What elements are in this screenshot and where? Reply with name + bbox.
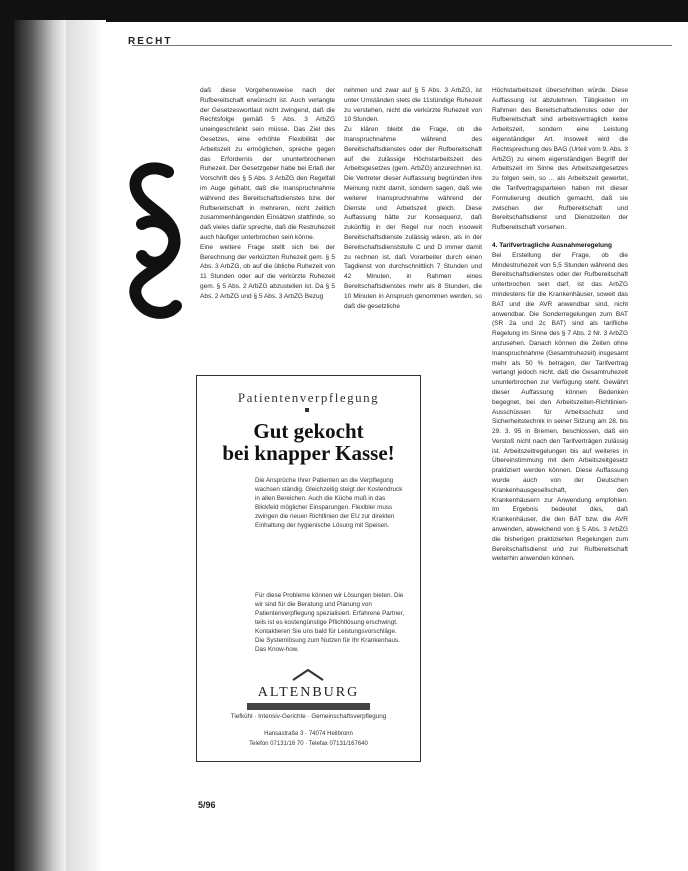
brand-phone: Telefon 07131/16 70 · Telefax 07131/167640 [249,741,368,747]
section-label: RECHT [128,36,173,47]
scan-border-left [0,0,14,871]
text-column-1 [200,86,335,302]
header-rule [132,45,672,46]
brand-logo-icon [289,668,327,682]
paragraph-symbol-icon [120,160,190,320]
advertisement-box [196,375,421,762]
ad-body-paragraph: Die Ansprüche Ihrer Patienten an die Verpflegung wachsen ständig. Gleichzeitig steigt der Kostendruck in allen Bereichen. Auch die Küche muß in das Blickfeld möglicher Einsparungen. Flexibler muss zwingen die neuen Richtlinien der EU zur direkten Einhaltung der hygienische Lösung mit Speisen. [255,477,403,529]
text-column-2 [344,86,482,311]
scan-border-top [0,0,688,22]
ad-kicker: Patientenverpflegung [237,390,380,405]
paragraph: daß diese Vorgehensweise nach der Rufbereitschaft erwünscht ist. Auch verlangte der Gesetzeswortlaut nicht zwingend, daß die Rechtsfolge gemäß 5 Abs. 3 ArbZG uneingeschränkt sein müsse. Das Ziel des Gesetzes, eine erhöhte Flexibilität der Arbeitszeit zu ermöglichen, spreche gegen das Erfordernis der ununterbrochenen Ruhezeit. Der Gesetzgeber habe bei Erlaß der Vorschrift des § 5 Abs. 3 ArbZG den Regelfall im Auge gehabt, daß die Inanspruchnahme während des Bereitschaftsdienstes bzw. der Rufbereitschaft in mehreren, nicht zeitlich zusammenhängenden Einsätzen stattfinde, so daß vieles dafür spreche, daß die Restruhezeit auch häufiger unterbrochen sein könne. [200,87,335,241]
paragraph: Zu klären bleibt die Frage, ob die Inanspruchnahme während des Bereitschaftsdienstes oder der Rufbereitschaft auf die zulässige Höchstarbeitszeit des Arbeitsgesetzes (gem. ArbZG) anzurechnen ist. Die Vertreter dieser Auffassung begründen ihre Meinung nicht damit, sondern sagen, daß wie weiterer Inanspruchnahme während der Dienste und Arbeitszeit gleich. Diese Auffassung hätte zur Konsequenz, daß zukünftig in der Regel nur noch insoweit Bereitschaftsdienste zulässig wären, als in der Bereitschaftsdienststufe C und D immer damit zu rechnen ist, daß Vorarbeiter durch einen Tagdienst von durchschnittlich 7 Stunden und 42 Minuten, in Rahmen eines Bereitschaftsdienstes mehr als 8 Stunden, die 10 Minuten in Anspruch genommen werden, so daß die gesetzliche [344,126,482,310]
paragraph: Eine weitere Frage stellt sich bei der Berechnung der verkürzten Ruhezeit gem. § 5 Abs. 3 ArbZG, ob auf die übliche Ruhezeit von 11 Stunden oder auf die verkürzte Ruhezeit gem. § 5 Abs. 2 ArbZG abzustellen ist. Da § 5 Abs. 2 ArbZG und § 5 Abs. 3 ArbZG Bezug [200,243,335,300]
paragraph: Bei Erstellung der Frage, ob die Mindestruhezeit von 5,5 Stunden während des Bereitschaftsdienstes oder der Rufbereitschaft unterbrochen sein darf, ist das ArbZG mindestens für die Krankenhäuser, soweit das BAT und die AVR anwendbar sind, nicht anwendbar. Die Sonderregelungen zum BAT (SR 2a und 2c BAT) sind als tarifliche Regelung im Sinne des § 7 Abs. 2 Nr. 3 ArbZG anzusehen. Danach können die Zeiten ohne Inanspruchnahme (Gesamtruhezeit) insgesamt mehr als 50 % betragen, der Tarifvertrag verlangt jedoch nicht, daß die Gesamtruhezeit ununterbrochen zur Verfügung steht. Gewährt dieser Auffassung können Bedenken begegnet, bei den Arbeitszeiten-Richtlinien-Ausschüssen für Arbeitsschutz und Sicherheitstechnik in seiner Sitzung am 28. bis 29. 3. 95 in Bremen, beschlossen, daß ein Verstoß nicht nach den Tarifverträgen zulässig ist. Arbeitszeitregelungen bis auf weiteres in Übereinstimmung mit dem Arbeitszeitgesetz praktiziert werden können. Diese Auffassung wurde auch von der Deutschen Krankenhausgesellschaft, den Krankenhäusern zur Anwendung empfohlen. Im Ergebnis bedeutet dies, daß Krankenhäuser, die den BAT bzw. die AVR anwenden, abweichend von § 5 Abs. 3 ArbZG die bisherigen praktizierten Regelungen zum Bereitschaftsdienst und zur Rufbereitschaft weiterhin anwenden können. [492,251,628,563]
ad-divider-dot [305,408,309,412]
paragraph: Höchstarbeitszeit überschritten würde. Diese Auffassung ist abzulehnen. Tätigkeiten im Rahmen des Bereitschaftsdienstes oder der Rufbereitschaft sind arbeitsvertraglich keine Arbeitszeit, sondern eine Leistung eigenständiger Art. Insoweit wird die Rechtsprechung des BAG (Urteil vom 9. Abs. 3 ArbZG) zu einem eigenständigen Begriff der Arbeitszeit im Sinne des Arbeitszeitgesetzes zu folgen sein, so ... als Arbeitszeit gewertet, die Tarifvertragsparteien haben mit dieser Formulierung deutlich gemacht, daß sie zwischen der Rufbereitschaft und Bereitschaftsdienst und Dienstzeiten der Rufbereitschaft vorsehen. [492,87,628,232]
ad-headline-line1: Gut gekocht [253,419,364,443]
paragraph: nehmen und zwar auf § 5 Abs. 3 ArbZG, ist unter Umständen stets die 11stündige Ruhezeit zu verstehen, nicht die verkürzte Ruhezeit von 10 Stunden. [344,87,482,124]
ad-headline-line2: bei knapper Kasse! [222,441,395,465]
brand-bar [247,703,370,710]
brand-tagline: Tiefkühl · Intensiv-Gerichte · Gemeinschaftsverpflegung [230,713,387,720]
brand-name: ALTENBURG [257,685,360,700]
brand-address: Hansastraße 3 · 74074 Heilbronn [264,731,353,737]
ad-headline [197,420,420,464]
text-column-3 [492,86,628,564]
book-spine-shadow [14,20,66,871]
page-footer-ref: 5/96 [198,800,216,810]
ad-body-paragraph: Für diese Probleme können wir Lösungen bieten. Die wir sind für die Beratung und Planung von Patientenverpflegung spezialisiert. Erfahrene Partner, teils ist es kostengünstige Pflichtlösung erschwingt. Kontaktieren Sie uns bald für Leistungsvorschläge. Die Systemlösung zum Nutzen für Ihr Krankenhaus. Das Know-how. [255,592,405,653]
section-subheading: 4. Tarifvertragliche Ausnahmeregelung [492,241,612,249]
